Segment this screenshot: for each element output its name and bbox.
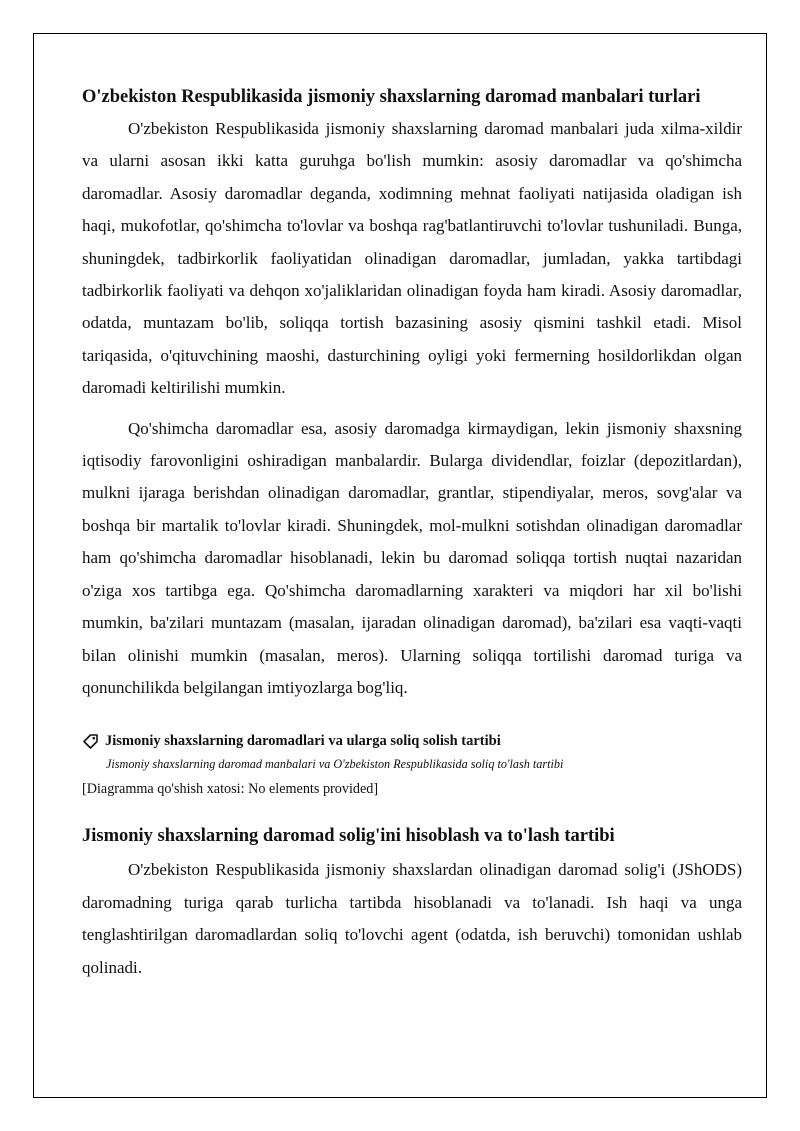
document-body [82, 85, 742, 984]
section-heading-income-sources: O'zbekiston Respublikasida jismoniy shaxslarning daromad manbalari turlari [82, 87, 701, 107]
paragraph-tax-calculation: O'zbekiston Respublikasida jismoniy shaxslardan olinadigan daromad solig'i (JShODS) daromadning turiga qarab turlicha tartibda hisoblanadi va to'lanadi. Ish haqi va unga tenglashtirilgan daromadlardan soliq to'lovchi agent (odatda, ish beruvchi) tomonidan ushlab qolinadi. [82, 860, 742, 977]
tag-icon [82, 733, 99, 750]
diagram-subtitle: Jismoniy shaxslarning daromad manbalari va O'zbekiston Respublikasida soliq to'lash tartibi [106, 757, 564, 772]
paragraph-additional-income: Qo'shimcha daromadlar esa, asosiy daromadga kirmaydigan, lekin jismoniy shaxsning iqtisodiy farovonligini oshiradigan manbalardir. Bularga dividendlar, foizlar (depozitlardan), mulkni ijaraga berishdan olinadigan daromadlar, grantlar, stipendiyalar, meros, sovg'alar va boshqa bir martalik to'lovlar kiradi. Shuningdek, mol-mulkni sotishdan olinadigan daromadlar ham qo'shimcha daromadlar hisoblanadi, lekin bu daromad soliqqa tortish nuqtai nazaridan o'ziga xos tartibga ega. Qo'shimcha daromadlarning xarakteri va miqdori har xil bo'lishi mumkin, ba'zilari muntazam (masalan, ijaradan olinadigan daromad), ba'zilari esa vaqti-vaqti bilan olinishi mumkin (masalan, meros). Ularning soliqqa tortilishi daromad turiga va qonunchilikda belgilangan imtiyozlarga bog'liq. [82, 418, 742, 697]
diagram-error-message: [Diagramma qo'shish xatosi: No elements provided] [82, 781, 379, 798]
diagram-title: Jismoniy shaxslarning daromadlari va ularga soliq solish tartibi [105, 733, 501, 750]
diagram-caption [82, 732, 742, 750]
paragraph-main-income: O'zbekiston Respublikasida jismoniy shaxslarning daromad manbalari juda xilma-xildir va ularni asosan ikki katta guruhga bo'lish mumkin: asosiy daromadlar va qo'shimcha daromadlar. Asosiy daromadlar deganda, xodimning mehnat faoliyati natijasida oladigan ish haqi, mukofotlar, qo'shimcha to'lovlar va boshqa rag'batlantiruvchi to'lovlar tushuniladi. Bunga, shuningdek, tadbirkorlik faoliyatidan olinadigan daromadlar, jumladan, yakka tartibdagi tadbirkorlik faoliyati va dehqon xo'jaliklaridan olinadigan foyda ham kiradi. Asosiy daromadlar, odatda, muntazam bo'lib, soliqqa tortish bazasining asosiy qismini tashkil etadi. Misol tariqasida, o'qituvchining maoshi, dasturchining oyligi yoki fermerning hosildorlikdan olgan daromadi keltirilishi mumkin. [82, 119, 742, 398]
section-heading-tax-calculation: Jismoniy shaxslarning daromad solig'ini hisoblash va to'lash tartibi [82, 826, 615, 847]
